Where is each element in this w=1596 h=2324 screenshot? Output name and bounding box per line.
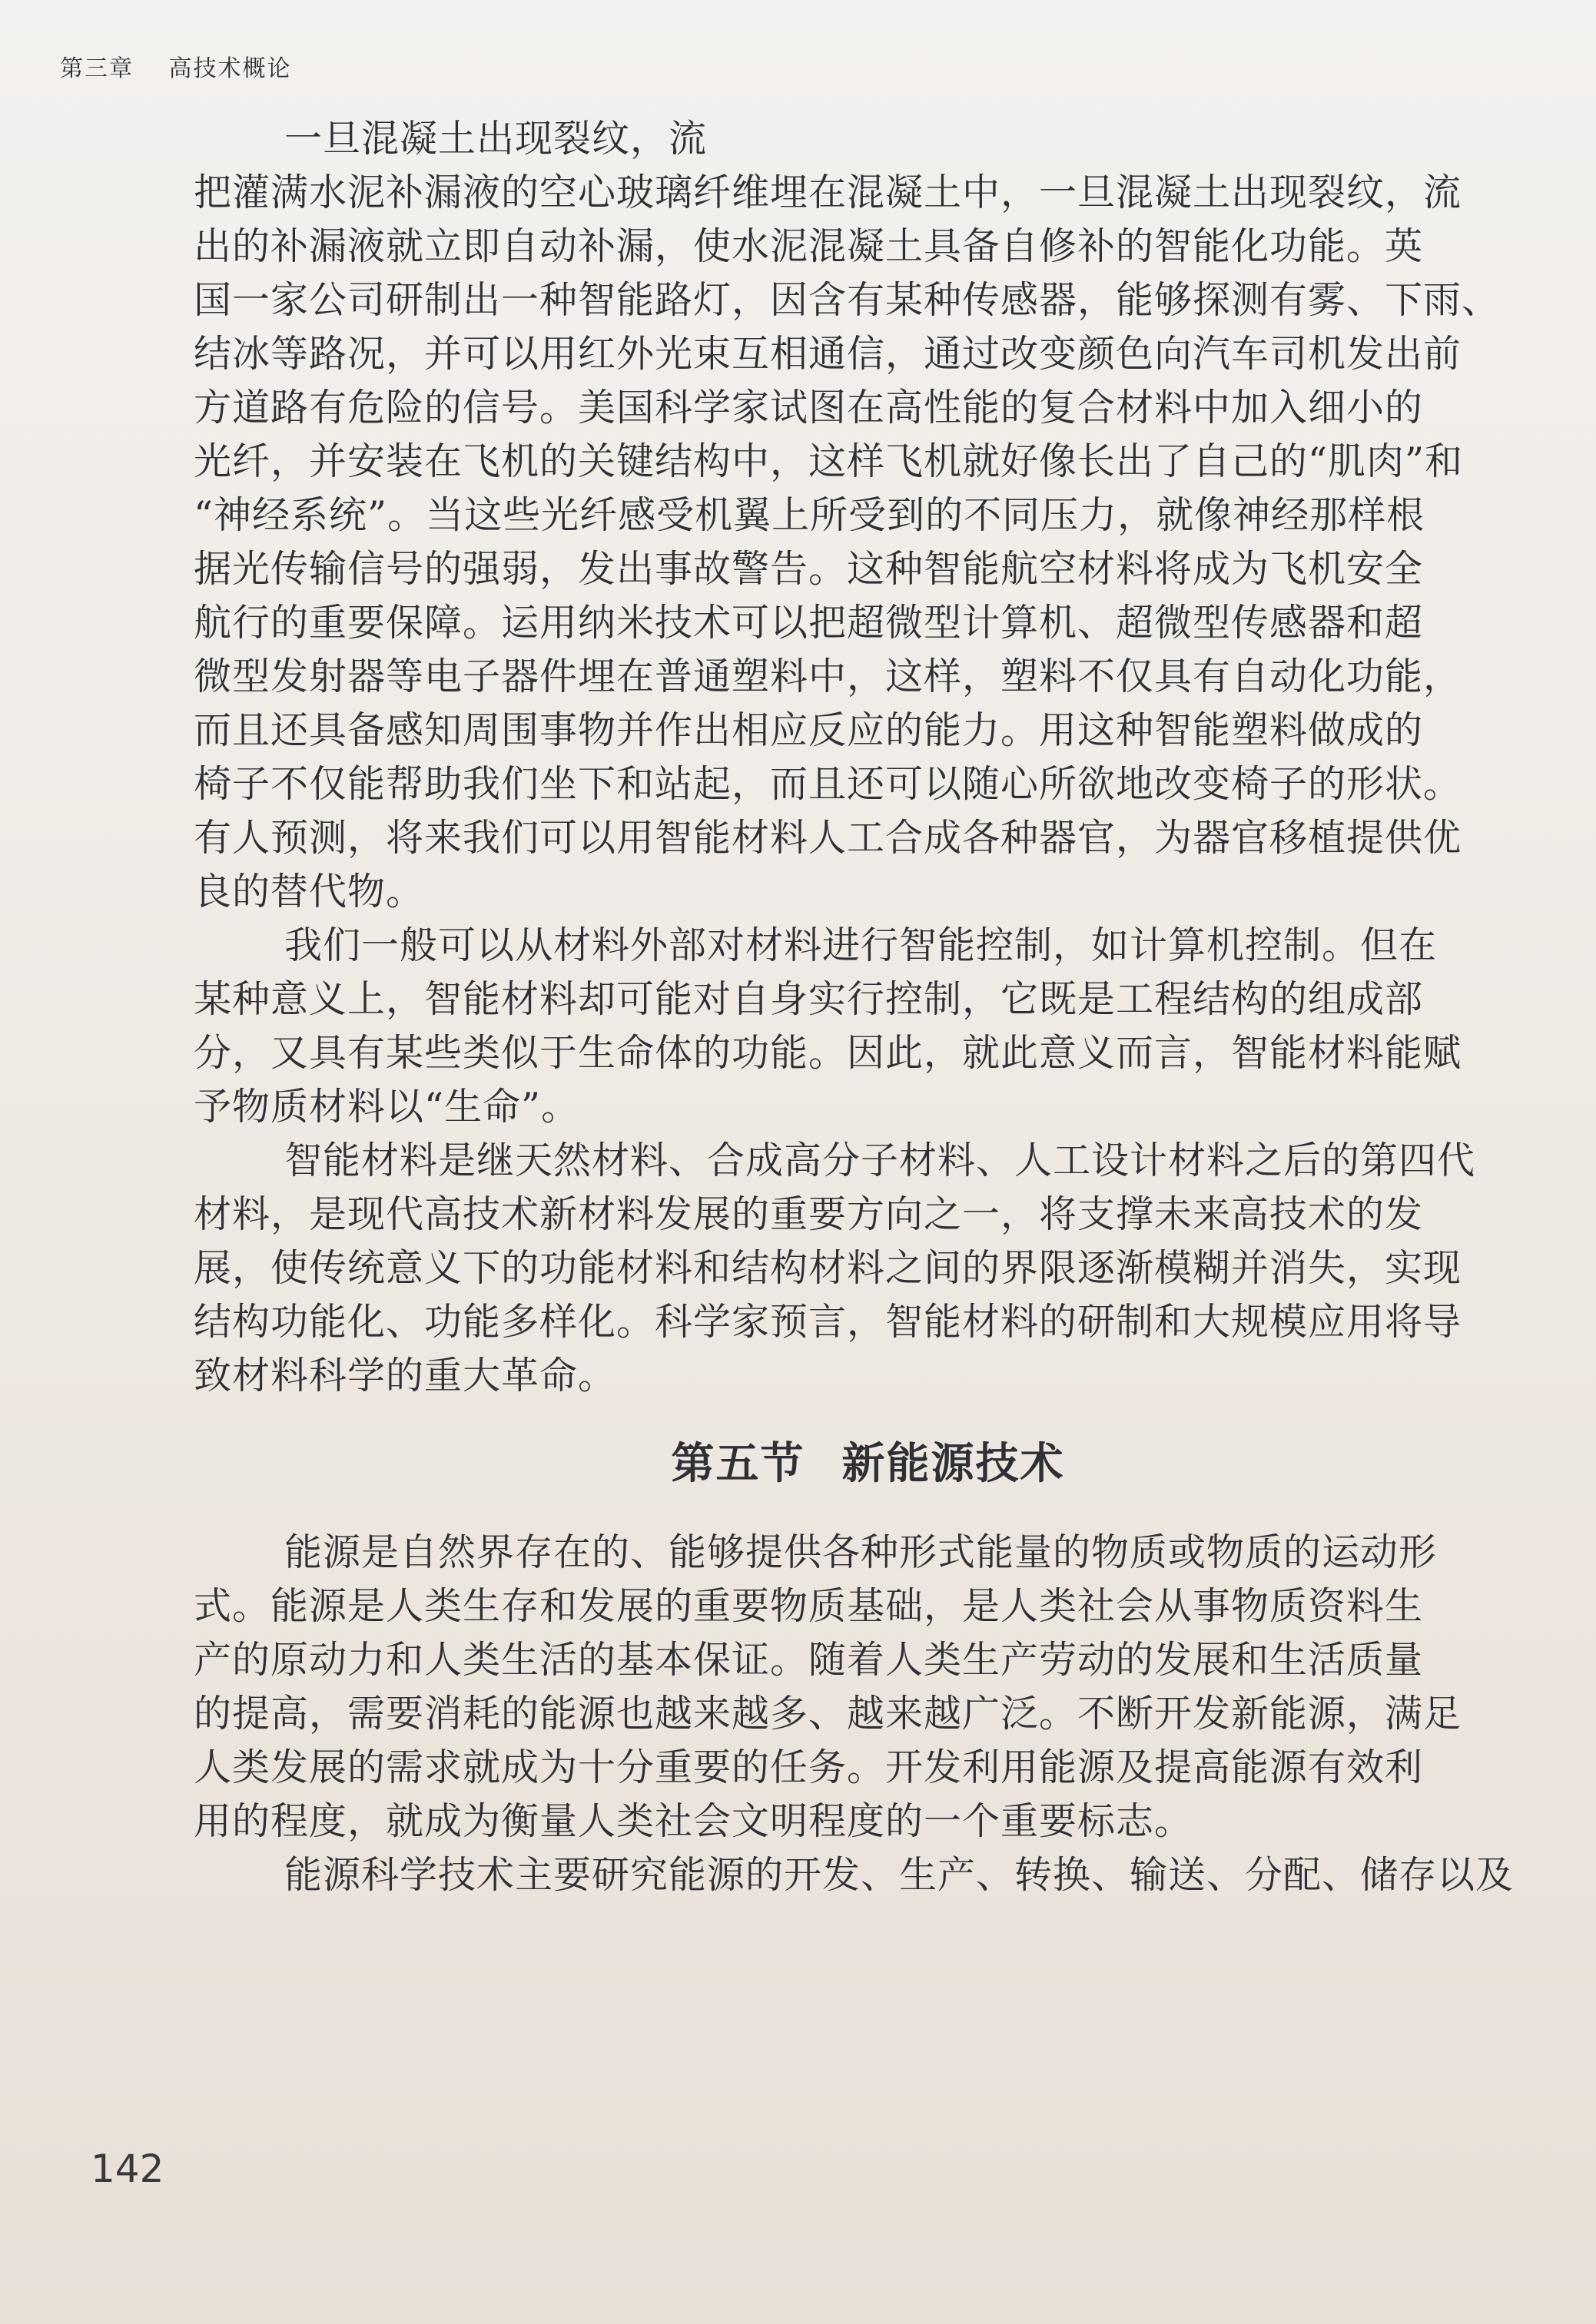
paragraph-first-line: 能源科学技术主要研究能源的开发、生产、转换、输送、分配、储存以及: [284, 1853, 1515, 1897]
text-line: 某种意义上，智能材料却可能对自身实行控制，它既是工程结构的组成部: [194, 977, 1424, 1021]
text-line: 国一家公司研制出一种智能路灯，因含有某种传感器，能够探测有雾、下雨、: [194, 278, 1501, 322]
text-line: 产的原动力和人类生活的基本保证。随着人类生产劳动的发展和生活质量: [194, 1638, 1424, 1682]
text-line: 予物质材料以“生命”。: [194, 1085, 580, 1129]
chapter-label: 第三章: [60, 55, 134, 82]
text-line: 致材料科学的重大革命。: [194, 1354, 617, 1397]
text-line: 出的补漏液就立即自动补漏，使水泥混凝土具备自修补的智能化功能。英: [194, 224, 1424, 268]
text-line: 把灌满水泥补漏液的空心玻璃纤维埋在混凝土中，一旦混凝土出现裂纹，流: [194, 171, 1462, 214]
text-line: 光纤，并安装在飞机的关键结构中，这样飞机就好像长出了自己的“肌肉”和: [194, 439, 1464, 483]
text-line: 方道路有危险的信号。美国科学家试图在高性能的复合材料中加入细小的: [194, 386, 1424, 429]
text-line: 良的替代物。: [194, 870, 425, 913]
running-head: [60, 49, 292, 83]
text-line: 有人预测，将来我们可以用智能材料人工合成各种器官，为器官移植提供优: [194, 816, 1462, 860]
text-line: 分，又具有某些类似于生命体的功能。因此，就此意义而言，智能材料能赋: [194, 1031, 1462, 1075]
text-line: 展，使传统意义下的功能材料和结构材料之间的界限逐渐模糊并消失，实现: [194, 1246, 1462, 1290]
section-title: 新能源技术: [841, 1439, 1065, 1489]
text-line: 材料，是现代高技术新材料发展的重要方向之一，将支撑未来高技术的发: [194, 1192, 1424, 1236]
text-line: 而且还具备感知周围事物并作出相应反应的能力。用这种智能塑料做成的: [194, 708, 1424, 752]
text-line: 椅子不仅能帮助我们坐下和站起，而且还可以随心所欲地改变椅子的形状。: [194, 762, 1462, 806]
section-number: 第五节: [671, 1439, 805, 1489]
text-line: 人类发展的需求就成为十分重要的任务。开发利用能源及提高能源有效利: [194, 1745, 1424, 1789]
text-line: 据光传输信号的强弱，发出事故警告。这种智能航空材料将成为飞机安全: [194, 547, 1424, 591]
text-line: 式。能源是人类生存和发展的重要物质基础，是人类社会从事物质资料生: [194, 1584, 1424, 1628]
text-line: 结构功能化、功能多样化。科学家预言，智能材料的研制和大规模应用将导: [194, 1300, 1462, 1344]
section-heading: [194, 1403, 1542, 1526]
text-line: 结冰等路况，并可以用红外光束互相通信，通过改变颜色向汽车司机发出前: [194, 332, 1462, 376]
chapter-title: 高技术概论: [168, 55, 292, 82]
text-line: 航行的重要保障。运用纳米技术可以把超微型计算机、超微型传感器和超: [194, 601, 1424, 645]
text-line: “神经系统”。当这些光纤感受机翼上所受到的不同压力，就像神经那样根: [194, 493, 1425, 537]
paragraph-first-line: 我们一般可以从材料外部对材料进行智能控制，如计算机控制。但在: [284, 923, 1438, 967]
text-line: 微型发射器等电子器件埋在普通塑料中，这样，塑料不仅具有自动化功能，: [194, 655, 1462, 698]
text-line: 用的程度，就成为衡量人类社会文明程度的一个重要标志。: [194, 1799, 1193, 1843]
page-number: 142: [91, 2147, 164, 2191]
paragraph-first-line: 智能材料是继天然材料、合成高分子材料、人工设计材料之后的第四代: [284, 1139, 1476, 1182]
paragraph-first-line: 能源是自然界存在的、能够提供各种形式能量的物质或物质的运动形: [284, 1530, 1438, 1574]
paragraph-first-line: 一旦混凝土出现裂纹，流: [284, 117, 708, 161]
text-line: 的提高，需要消耗的能源也越来越多、越来越广泛。不断开发新能源，满足: [194, 1692, 1462, 1736]
body-text: [194, 112, 1542, 1902]
